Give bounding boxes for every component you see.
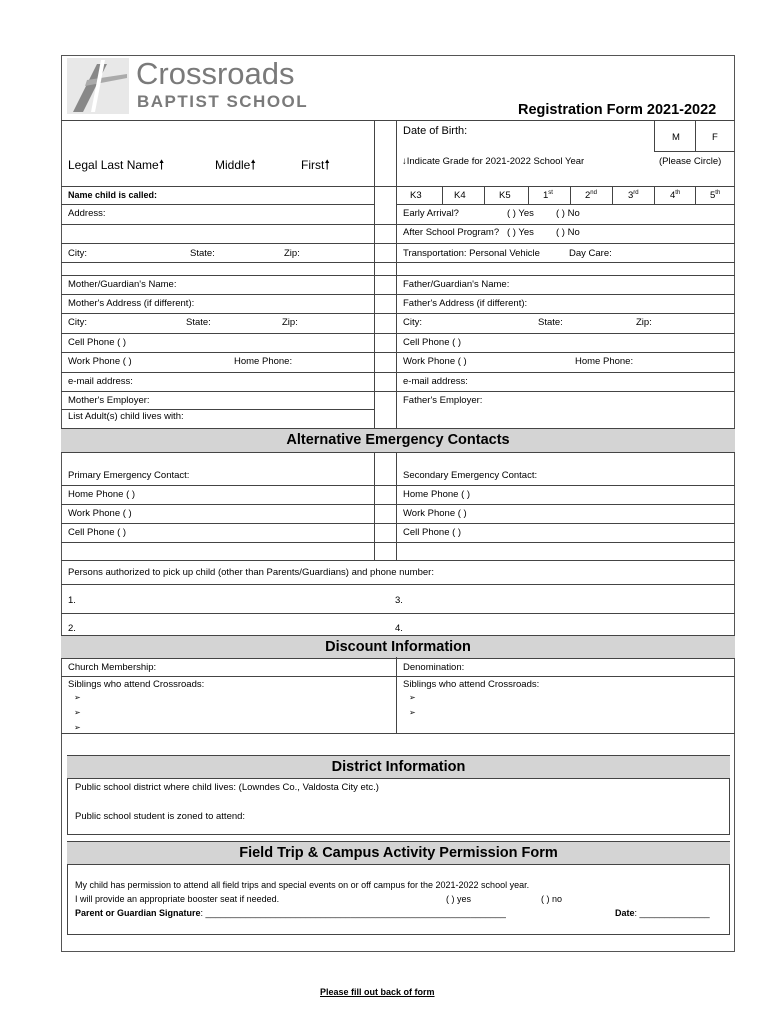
pickup-3[interactable]: 3.	[395, 595, 403, 606]
date-label: Date	[615, 908, 635, 918]
first-name-field[interactable]	[301, 156, 330, 178]
date-line: : ______________	[634, 908, 710, 918]
church-membership-label: Church Membership:	[68, 662, 157, 673]
grade-4th[interactable]: 4th	[670, 190, 681, 202]
bullet-arrow-icon: ➢	[74, 693, 81, 702]
mother-email-label: e-mail address:	[68, 376, 133, 387]
district-lives-label[interactable]: Public school district where child lives: (Lowndes Co., Valdosta City etc.)	[75, 782, 379, 793]
mother-zip-label: Zip:	[282, 317, 298, 328]
gender-m[interactable]: M	[672, 132, 680, 143]
legal-last-name-label: Legal Last Name	[68, 158, 159, 172]
signature-label: Parent or Guardian Signature	[75, 908, 201, 918]
grade-1st[interactable]: 1st	[543, 190, 553, 202]
mother-employer-label: Mother's Employer:	[68, 395, 150, 406]
gender-f[interactable]: F	[712, 132, 718, 143]
bullet-arrow-icon: ➢	[409, 693, 416, 702]
grade-k3[interactable]: K3	[410, 190, 422, 201]
emergency-header: Alternative Emergency Contacts	[61, 428, 735, 453]
primary-work-phone: Work Phone ( )	[68, 508, 132, 519]
arrow-up-icon: 🠕	[158, 157, 165, 172]
logo-subtitle: BAPTIST SCHOOL	[137, 92, 309, 111]
grade-instruction: ↓Indicate Grade for 2021-2022 School Year	[402, 156, 585, 167]
grade-k5[interactable]: K5	[499, 190, 511, 201]
bullet-arrow-icon: ➢	[74, 708, 81, 717]
district-zoned-label[interactable]: Public school student is zoned to attend:	[75, 811, 246, 822]
secondary-home-phone: Home Phone ( )	[403, 489, 471, 500]
early-arrival-yes[interactable]: ( ) Yes	[507, 208, 534, 219]
siblings-right-label: Siblings who attend Crossroads:	[403, 679, 540, 690]
mother-state-label: State:	[186, 317, 211, 328]
after-school-no[interactable]: ( ) No	[556, 227, 580, 238]
first-name-label: First	[301, 158, 325, 172]
pickup-2[interactable]: 2.	[68, 623, 76, 634]
mother-work-label: Work Phone ( )	[68, 356, 132, 367]
grade-2nd[interactable]: 2nd	[585, 190, 597, 202]
grade-3rd[interactable]: 3rd	[628, 190, 639, 202]
middle-name-label: Middle	[215, 158, 251, 172]
mother-name-label: Mother/Guardian's Name:	[68, 279, 177, 290]
fieldtrip-permission-text: My child has permission to attend all field trips and special events on or off campus for the 2021-2022 school year.	[75, 880, 530, 890]
lives-with-label: List Adult(s) child lives with:	[68, 411, 184, 422]
after-school-label: After School Program?	[403, 227, 500, 238]
crossroads-logo-icon	[67, 58, 129, 114]
early-arrival-label: Early Arrival?	[403, 208, 459, 219]
denomination-label: Denomination:	[403, 662, 465, 673]
pickup-1[interactable]: 1.	[68, 595, 76, 606]
mother-home-label: Home Phone:	[234, 356, 293, 367]
district-header: District Information	[67, 755, 730, 779]
secondary-work-phone: Work Phone ( )	[403, 508, 467, 519]
fieldtrip-header: Field Trip & Campus Activity Permission Form	[67, 841, 730, 865]
logo-name: Crossroads	[136, 56, 295, 91]
name-called-label: Name child is called:	[68, 190, 158, 200]
grade-5th[interactable]: 5th	[710, 190, 721, 202]
city-label: City:	[68, 248, 87, 259]
father-zip-label: Zip:	[636, 317, 652, 328]
transportation-label[interactable]: Transportation: Personal Vehicle	[403, 248, 540, 259]
father-home-label: Home Phone:	[575, 356, 634, 367]
father-city-label: City:	[403, 317, 422, 328]
early-arrival-no[interactable]: ( ) No	[556, 208, 580, 219]
mother-address-label: Mother's Address (if different):	[68, 298, 195, 309]
zip-label: Zip:	[284, 248, 300, 259]
father-state-label: State:	[538, 317, 563, 328]
booster-yes[interactable]: ( ) yes	[446, 894, 472, 904]
primary-home-phone: Home Phone ( )	[68, 489, 136, 500]
mother-city-label: City:	[68, 317, 87, 328]
signature-field[interactable]	[75, 908, 506, 918]
bullet-arrow-icon: ➢	[74, 723, 81, 732]
after-school-yes[interactable]: ( ) Yes	[507, 227, 534, 238]
primary-cell-phone: Cell Phone ( )	[68, 527, 127, 538]
father-work-label: Work Phone ( )	[403, 356, 467, 367]
booster-seat-text: I will provide an appropriate booster seat if needed.	[75, 894, 280, 904]
legal-last-name-field[interactable]	[68, 156, 164, 178]
discount-header: Discount Information	[61, 635, 735, 659]
pickup-4[interactable]: 4.	[395, 623, 403, 634]
father-cell-label: Cell Phone ( )	[403, 337, 462, 348]
father-employer-label: Father's Employer:	[403, 395, 483, 406]
circle-note: (Please Circle)	[659, 156, 722, 167]
booster-no[interactable]: ( ) no	[541, 894, 563, 904]
primary-contact-label: Primary Emergency Contact:	[68, 470, 190, 481]
bullet-arrow-icon: ➢	[409, 708, 416, 717]
dob-label: Date of Birth:	[403, 125, 468, 137]
arrow-up-icon: 🠕	[250, 157, 256, 172]
back-of-form-note: Please fill out back of form	[320, 987, 435, 997]
state-label: State:	[190, 248, 215, 259]
pickup-label: Persons authorized to pick up child (other than Parents/Guardians) and phone number:	[68, 567, 434, 578]
father-email-label: e-mail address:	[403, 376, 468, 387]
date-field[interactable]	[615, 908, 710, 918]
arrow-up-icon: 🠕	[324, 157, 330, 172]
daycare-label[interactable]: Day Care:	[569, 248, 612, 259]
secondary-contact-label: Secondary Emergency Contact:	[403, 470, 538, 481]
address-label: Address:	[68, 208, 106, 219]
mother-cell-label: Cell Phone ( )	[68, 337, 127, 348]
father-name-label: Father/Guardian's Name:	[403, 279, 510, 290]
siblings-left-label: Siblings who attend Crossroads:	[68, 679, 205, 690]
secondary-cell-phone: Cell Phone ( )	[403, 527, 462, 538]
grade-k4[interactable]: K4	[454, 190, 466, 201]
signature-line: : ____________________________________________________________	[200, 908, 506, 918]
father-address-label: Father's Address (if different):	[403, 298, 528, 309]
middle-name-field[interactable]	[215, 156, 256, 178]
form-title: Registration Form 2021-2022	[518, 102, 717, 118]
